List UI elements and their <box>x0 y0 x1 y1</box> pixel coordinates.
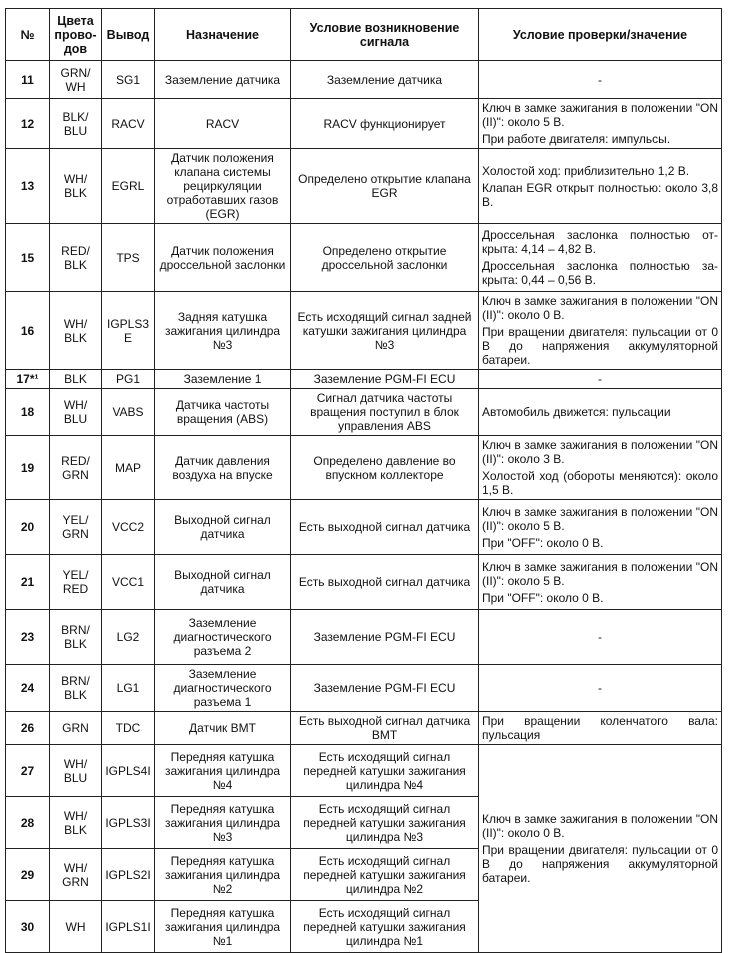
purpose: Датчик ВМТ <box>155 712 291 745</box>
wire-color: RED/ BLK <box>50 224 102 292</box>
check-condition <box>479 149 722 224</box>
header-signal: Условие возникновение сигнала <box>291 9 479 61</box>
purpose: Передняя катушка зажигания цилиндра №3 <box>155 797 291 849</box>
check-line: При вращении двигателя: пульсации от 0 В до напряжения аккумуляторной батареи. <box>482 843 718 885</box>
purpose: Передняя катушка зажигания цилиндра №2 <box>155 849 291 901</box>
signal-condition: Есть выходной сигнал датчика <box>291 555 479 610</box>
check-line: - <box>598 72 602 87</box>
check-line: Ключ в замке зажигания в положении "ON (II)": около 5 В. <box>482 504 718 533</box>
check-condition <box>479 224 722 292</box>
signal-condition: Есть исходящий сигнал передней катушки зажигания цилиндра №3 <box>291 797 479 849</box>
wire-color: WH/ BLK <box>50 292 102 370</box>
wire-color: BLK <box>50 370 102 389</box>
check-line: Холостой ход (обороты меняются): около 1,5 В. <box>482 469 718 497</box>
row-num: 27 <box>6 745 50 797</box>
check-condition <box>479 389 722 436</box>
pin-name: VCC2 <box>102 500 155 555</box>
pin-name: SG1 <box>102 61 155 99</box>
purpose: Передняя катушка зажигания цилиндра №4 <box>155 745 291 797</box>
check-line: Дроссельная заслонка полностью за-крыта: 0,44 – 0,56 В. <box>482 259 718 287</box>
row-num: 20 <box>6 500 50 555</box>
row-num: 17*¹ <box>6 370 50 389</box>
pin-name: PG1 <box>102 370 155 389</box>
pin-name: IGPLS1I <box>102 901 155 953</box>
pin-name: RACV <box>102 99 155 149</box>
table-row <box>6 292 722 370</box>
wire-color: WH/ GRN <box>50 849 102 901</box>
pin-name: IGPLS3 E <box>102 292 155 370</box>
table-row <box>6 224 722 292</box>
purpose: Датчика частоты вращения (ABS) <box>155 389 291 436</box>
table-row <box>6 500 722 555</box>
row-num: 19 <box>6 436 50 500</box>
check-condition <box>479 370 722 389</box>
pin-name: IGPLS2I <box>102 849 155 901</box>
table-row <box>6 665 722 712</box>
check-line: Клапан EGR открыт полностью: около 3,8 В. <box>482 180 718 209</box>
table-row <box>6 370 722 389</box>
row-num: 18 <box>6 389 50 436</box>
pin-name: MAP <box>102 436 155 500</box>
check-line: Холостой ход: приблизительно 1,2 В. <box>482 163 690 178</box>
check-condition <box>479 292 722 370</box>
signal-condition: Заземление PGM-FI ECU <box>291 610 479 665</box>
wire-color: BRN/ BLK <box>50 665 102 712</box>
pin-name: LG1 <box>102 665 155 712</box>
pin-name: VABS <box>102 389 155 436</box>
row-num: 29 <box>6 849 50 901</box>
check-condition <box>479 712 722 745</box>
row-num: 11 <box>6 61 50 99</box>
check-line: Ключ в замке зажигания в положении "ON (II)": около 0 В. <box>482 294 718 322</box>
purpose: Выходной сигнал датчика <box>155 555 291 610</box>
row-num: 26 <box>6 712 50 745</box>
signal-condition: Заземление PGM-FI ECU <box>291 370 479 389</box>
signal-condition: Есть выходной сигнал датчика <box>291 500 479 555</box>
check-condition <box>479 61 722 99</box>
purpose: Заземление 1 <box>155 370 291 389</box>
wire-color: GRN <box>50 712 102 745</box>
check-line: - <box>598 681 602 695</box>
check-line: Автомобиль движется: пульсации <box>482 405 671 419</box>
row-num: 30 <box>6 901 50 953</box>
pin-name: LG2 <box>102 610 155 665</box>
signal-condition: Заземление PGM-FI ECU <box>291 665 479 712</box>
check-line: При вращении двигателя: пульсации от 0 В до напряжения аккумуляторной батареи. <box>482 325 718 367</box>
signal-condition: Есть исходящий сигнал передней катушки зажигания цилиндра №1 <box>291 901 479 953</box>
table-row <box>6 99 722 149</box>
table-row <box>6 745 722 797</box>
check-line: При "OFF": около 0 В. <box>482 590 604 605</box>
check-line: Ключ в замке зажигания в положении "ON (II)": около 0 В. <box>482 812 718 840</box>
header-num: № <box>6 9 50 61</box>
pin-table <box>5 8 722 953</box>
signal-condition: Есть исходящий сигнал задней катушки зажигания цилиндра №3 <box>291 292 479 370</box>
row-num: 21 <box>6 555 50 610</box>
check-line: При вращении коленчатого вала: пульсация <box>482 714 718 742</box>
wire-color: YEL/ GRN <box>50 500 102 555</box>
purpose: Датчик давления воздуха на впуске <box>155 436 291 500</box>
signal-condition: Определено открытие дроссельной заслонки <box>291 224 479 292</box>
check-condition <box>479 555 722 610</box>
wire-color: BLK/ BLU <box>50 99 102 149</box>
pin-name: VCC1 <box>102 555 155 610</box>
table-row <box>6 712 722 745</box>
check-condition <box>479 436 722 500</box>
table-row <box>6 436 722 500</box>
table-row <box>6 610 722 665</box>
row-num: 23 <box>6 610 50 665</box>
signal-condition: Есть выходной сигнал датчика ВМТ <box>291 712 479 745</box>
wire-color: WH/ BLK <box>50 797 102 849</box>
purpose: Задняя катушка зажигания цилиндра №3 <box>155 292 291 370</box>
merged-check-condition <box>479 745 722 953</box>
wire-color: WH/ BLU <box>50 389 102 436</box>
purpose: Датчик положения дроссельной заслонки <box>155 224 291 292</box>
purpose: Датчик положения клапана системы рециркуляции отработавших газов (EGR) <box>155 149 291 224</box>
check-condition <box>479 99 722 149</box>
table-row <box>6 61 722 99</box>
signal-condition: Определено давление во впускном коллекторе <box>291 436 479 500</box>
signal-condition: RACV функционирует <box>291 99 479 149</box>
signal-condition: Определено открытие клапана EGR <box>291 149 479 224</box>
check-condition <box>479 610 722 665</box>
table-row <box>6 149 722 224</box>
row-num: 13 <box>6 149 50 224</box>
signal-condition: Есть исходящий сигнал передней катушки зажигания цилиндра №4 <box>291 745 479 797</box>
signal-condition: Сигнал датчика частоты вращения поступил в блок управления ABS <box>291 389 479 436</box>
wire-color: WH <box>50 901 102 953</box>
row-num: 28 <box>6 797 50 849</box>
pin-name: TDC <box>102 712 155 745</box>
check-line: Ключ в замке зажигания в положении "ON (II)": около 5 В. <box>482 101 718 129</box>
purpose: Заземление диагностического разъема 2 <box>155 610 291 665</box>
pin-name: TPS <box>102 224 155 292</box>
check-line: Ключ в замке зажигания в положении "ON (II)": около 5 В. <box>482 559 718 588</box>
wire-color: YEL/ RED <box>50 555 102 610</box>
wire-color: GRN/ WH <box>50 61 102 99</box>
wire-color: WH/ BLK <box>50 149 102 224</box>
check-line: - <box>598 372 602 386</box>
wire-color: BRN/ BLK <box>50 610 102 665</box>
check-line: При "OFF": около 0 В. <box>482 535 604 550</box>
purpose: RACV <box>155 99 291 149</box>
pin-name: IGPLS4I <box>102 745 155 797</box>
table-row <box>6 555 722 610</box>
purpose: Заземление диагностического разъема 1 <box>155 665 291 712</box>
wire-color: RED/ GRN <box>50 436 102 500</box>
purpose: Заземление датчика <box>155 61 291 99</box>
check-condition <box>479 665 722 712</box>
check-line: Ключ в замке зажигания в положении "ON (II)": около 3 В. <box>482 438 718 466</box>
table-row <box>6 389 722 436</box>
row-num: 15 <box>6 224 50 292</box>
check-line: - <box>598 630 602 644</box>
purpose: Передняя катушка зажигания цилиндра №1 <box>155 901 291 953</box>
check-line: Дроссельная заслонка полностью от-крыта: 4,14 – 4,82 В. <box>482 228 718 256</box>
pin-name: EGRL <box>102 149 155 224</box>
signal-condition: Есть исходящий сигнал передней катушки зажигания цилиндра №2 <box>291 849 479 901</box>
header-check: Условие проверки/значение <box>479 9 722 61</box>
row-num: 24 <box>6 665 50 712</box>
signal-condition: Заземление датчика <box>291 61 479 99</box>
check-condition <box>479 500 722 555</box>
purpose: Выходной сигнал датчика <box>155 500 291 555</box>
row-num: 12 <box>6 99 50 149</box>
header-purpose: Назначение <box>155 9 291 61</box>
pin-name: IGPLS3I <box>102 797 155 849</box>
header-pin: Вывод <box>102 9 155 61</box>
row-num: 16 <box>6 292 50 370</box>
wire-color: WH/ BLU <box>50 745 102 797</box>
header-row <box>6 9 722 61</box>
check-line: При работе двигателя: импульсы. <box>482 132 671 146</box>
header-color: Цвета прово-дов <box>50 9 102 61</box>
